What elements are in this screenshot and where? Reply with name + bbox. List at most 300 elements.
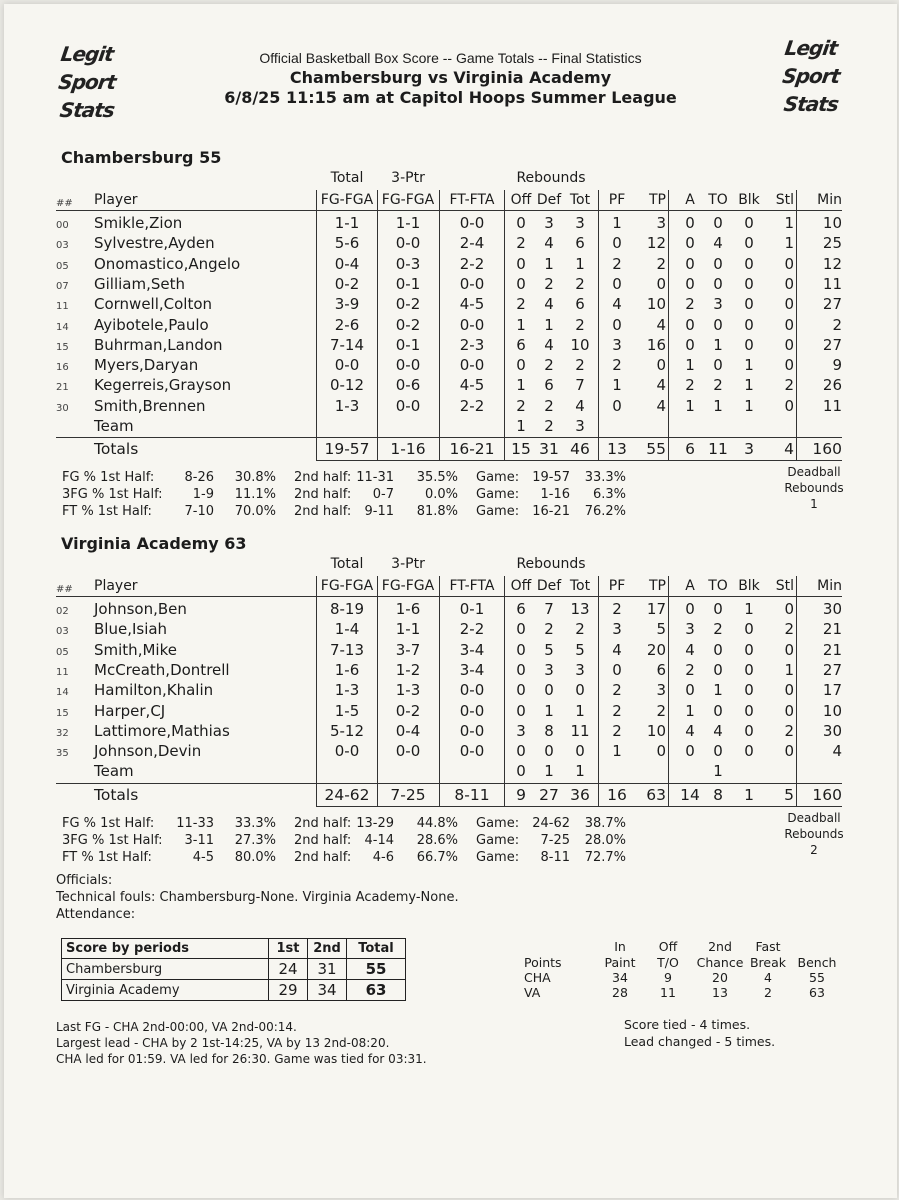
stat-blk: 0 — [744, 274, 754, 293]
stat-fg3: 0-0 — [395, 356, 421, 375]
stat-fg: 0-4 — [334, 254, 360, 273]
shooting-value: 8-11 — [540, 849, 570, 865]
stat-fg3: 0-2 — [395, 295, 421, 314]
shooting-value: 66.7% — [416, 849, 458, 865]
stat-tp: 2 — [656, 254, 666, 273]
shooting-value: 6.3% — [592, 487, 626, 503]
stat-fg3: 0-3 — [395, 254, 421, 273]
logo-word: Sport — [56, 70, 118, 94]
header-total: Total — [330, 170, 364, 186]
stat-blk: 0 — [744, 620, 754, 639]
shooting-value: 7-25 — [540, 832, 570, 848]
stat-tot: 6 — [575, 295, 585, 314]
stat-def: 2 — [544, 396, 554, 415]
column-header-tot: Tot — [569, 578, 591, 594]
stat-def: 1 — [544, 701, 554, 720]
score-header-total: Total — [347, 939, 406, 959]
shooting-value: 33.3% — [584, 470, 626, 486]
total-fg: 24-62 — [324, 785, 370, 804]
stat-to: 1 — [713, 335, 723, 354]
stat-player: Smith,Mike — [94, 640, 177, 659]
shooting-value: 4-5 — [192, 849, 214, 865]
points-cell: 13 — [712, 985, 728, 1000]
column-header-pf: PF — [608, 578, 626, 594]
shooting-value: 7-10 — [184, 504, 214, 520]
points-cell: 9 — [664, 970, 672, 985]
column-header-tp: TP — [649, 192, 666, 208]
stat-to: 0 — [713, 274, 723, 293]
stat-tot: 1 — [575, 701, 585, 720]
stat-tot: 6 — [575, 234, 585, 253]
column-divider — [316, 576, 317, 806]
total-pf: 13 — [607, 440, 627, 459]
stat-pf: 4 — [612, 640, 622, 659]
stat-a: 0 — [685, 600, 695, 618]
stat-off: 0 — [516, 620, 526, 639]
stat-stl: 0 — [784, 681, 794, 700]
stat-pf: 3 — [612, 620, 622, 639]
stat-stl: 0 — [784, 315, 794, 334]
shooting-value: 2nd half: — [294, 815, 352, 831]
stat-pf: 1 — [612, 742, 622, 761]
logo-word: Legit — [59, 42, 115, 66]
totals-bottom-rule — [316, 806, 842, 807]
stat-min: 27 — [822, 335, 842, 354]
logo-word: Sport — [780, 64, 842, 88]
stat-ft: 0-0 — [459, 721, 485, 740]
stat-blk: 0 — [744, 742, 754, 761]
shooting-value: 3-11 — [184, 832, 214, 848]
stat-to: 0 — [713, 742, 723, 761]
stat-tot: 5 — [575, 640, 585, 659]
total-def: 31 — [539, 440, 559, 459]
stat-off: 0 — [516, 640, 526, 659]
stat-ft: 3-4 — [459, 640, 485, 659]
stat-ft: 0-0 — [459, 701, 485, 720]
stat-def: 4 — [544, 234, 554, 253]
column-header-to: TO — [708, 192, 728, 208]
stat-blk: 0 — [744, 681, 754, 700]
stat-stl: 0 — [784, 396, 794, 415]
stat-player: Buhrman,Landon — [94, 335, 223, 354]
points-cell: Paint — [604, 955, 636, 970]
total-min: 160 — [812, 440, 842, 459]
shooting-value: 9-11 — [364, 504, 394, 520]
stat-tot: 2 — [575, 356, 585, 375]
last-fg: Last FG - CHA 2nd-00:00, VA 2nd-00:14. — [56, 1020, 297, 1034]
stat-to: 0 — [713, 640, 723, 659]
score-1st: 24 — [269, 959, 308, 980]
stat-to: 1 — [713, 681, 723, 700]
stat-blk: 0 — [744, 701, 754, 720]
total-stl: 4 — [784, 440, 794, 459]
stat-blk: 0 — [744, 234, 754, 253]
total-player: Totals — [94, 785, 139, 804]
totals-rule — [56, 437, 842, 438]
stat-def: 2 — [544, 274, 554, 293]
stat-a: 1 — [685, 396, 695, 415]
total-player: Totals — [94, 440, 139, 459]
score-row — [62, 980, 406, 1001]
stat-def: 2 — [544, 417, 554, 435]
stat-off: 2 — [516, 295, 526, 314]
stat-blk: 0 — [744, 721, 754, 740]
stat-num: 35 — [56, 748, 69, 760]
stat-tp: 4 — [656, 396, 666, 415]
stat-a: 0 — [685, 234, 695, 253]
column-header-ft: FT-FTA — [449, 192, 495, 208]
stat-fg: 0-2 — [334, 274, 360, 293]
stat-stl: 2 — [784, 721, 794, 740]
officials-block — [56, 872, 459, 923]
points-cell: Points — [524, 955, 562, 970]
stat-pf: 2 — [612, 356, 622, 375]
stat-def: 7 — [544, 600, 554, 618]
stat-def: 5 — [544, 640, 554, 659]
points-cell: Chance — [696, 955, 744, 970]
total-ft: 8-11 — [454, 785, 490, 804]
stat-blk: 1 — [744, 356, 754, 375]
column-header-a: A — [685, 192, 695, 208]
total-blk: 3 — [744, 440, 754, 459]
stat-tot: 7 — [575, 376, 585, 395]
stat-num: 02 — [56, 606, 69, 617]
column-header-fg3: FG-FGA — [381, 192, 435, 208]
stat-pf: 0 — [612, 396, 622, 415]
stat-fg3: 1-1 — [395, 214, 421, 232]
stat-min: 30 — [822, 721, 842, 740]
stat-a: 0 — [685, 274, 695, 293]
stat-stl: 0 — [784, 254, 794, 273]
stat-ft: 2-2 — [459, 620, 485, 639]
score-2nd: 31 — [308, 959, 347, 980]
column-header-min: Min — [817, 192, 842, 208]
stat-stl: 0 — [784, 640, 794, 659]
stat-off: 1 — [516, 376, 526, 395]
stat-fg3: 3-7 — [395, 640, 421, 659]
stat-def: 0 — [544, 681, 554, 700]
stat-stl: 0 — [784, 600, 794, 618]
total-tp: 55 — [646, 440, 666, 459]
stat-min: 11 — [822, 396, 842, 415]
score-table-header — [62, 939, 406, 959]
shooting-value: 1-9 — [192, 487, 214, 503]
points-cell: 11 — [660, 985, 676, 1000]
header-subtitle: Official Basketball Box Score -- Game Totals -- Final Statistics — [259, 50, 642, 66]
stat-min: 12 — [822, 254, 842, 273]
score-by-periods-table — [61, 938, 406, 1001]
total-blk: 1 — [744, 785, 754, 804]
stat-blk: 1 — [744, 376, 754, 395]
stat-a: 0 — [685, 254, 695, 273]
stat-fg3: 0-2 — [395, 315, 421, 334]
stat-fg: 1-4 — [334, 620, 360, 639]
stat-player: Hamilton,Khalin — [94, 681, 214, 700]
stat-player: Team — [94, 417, 134, 435]
header-underline — [56, 596, 842, 597]
stat-min: 2 — [832, 315, 842, 334]
largest-lead: Largest lead - CHA by 2 1st-14:25, VA by 13 2nd-08:20. — [56, 1036, 390, 1050]
stat-num: 07 — [56, 280, 69, 292]
stat-def: 1 — [544, 254, 554, 273]
shooting-value: 16-21 — [532, 504, 570, 520]
logo-word: Stats — [782, 92, 840, 116]
total-def: 27 — [539, 785, 559, 804]
stat-ft: 2-2 — [459, 254, 485, 273]
stat-tot: 2 — [575, 274, 585, 293]
stat-min: 10 — [822, 701, 842, 720]
stat-num: 03 — [56, 626, 69, 638]
stat-fg: 1-6 — [334, 660, 360, 679]
stat-a: 4 — [685, 721, 695, 740]
stat-blk: 0 — [744, 335, 754, 354]
stat-player: McCreath,Dontrell — [94, 660, 230, 679]
shooting-value: 28.0% — [584, 832, 626, 848]
stat-min: 21 — [822, 640, 842, 659]
column-header-pf: PF — [608, 192, 626, 208]
stat-def: 4 — [544, 335, 554, 354]
stat-num: 11 — [56, 666, 69, 678]
column-divider — [439, 576, 440, 806]
stat-player: Lattimore,Mathias — [94, 721, 230, 740]
stat-stl: 2 — [784, 620, 794, 639]
stat-tp: 20 — [646, 640, 666, 659]
total-to: 11 — [708, 440, 728, 459]
stat-fg: 1-3 — [334, 396, 360, 415]
stat-ft: 0-0 — [459, 681, 485, 700]
score-team: Virginia Academy — [62, 980, 269, 1001]
stat-num: 03 — [56, 240, 69, 252]
stat-fg3: 1-1 — [395, 620, 421, 639]
column-header-off: Off — [510, 578, 532, 594]
points-cell: 20 — [712, 970, 728, 985]
stat-num: 11 — [56, 301, 69, 313]
stat-tot: 0 — [575, 681, 585, 700]
stat-tp: 0 — [656, 742, 666, 761]
stat-a: 1 — [685, 701, 695, 720]
stat-off: 2 — [516, 234, 526, 253]
stat-to: 4 — [713, 234, 723, 253]
stat-def: 1 — [544, 315, 554, 334]
shooting-value: 72.7% — [584, 849, 626, 865]
column-divider — [668, 576, 669, 806]
stat-to: 0 — [713, 214, 723, 232]
stat-off: 6 — [516, 600, 526, 618]
shooting-value: 11.1% — [234, 487, 276, 503]
column-header-a: A — [685, 578, 695, 594]
stat-off: 2 — [516, 396, 526, 415]
total-fg: 19-57 — [324, 440, 370, 459]
stat-pf: 0 — [612, 234, 622, 253]
deadball-rebounds: Deadball — [787, 810, 841, 825]
stat-tot: 13 — [570, 600, 590, 618]
stat-ft: 0-0 — [459, 356, 485, 375]
stat-a: 2 — [685, 376, 695, 395]
stat-fg: 1-3 — [334, 681, 360, 700]
stat-player: Harper,CJ — [94, 701, 166, 720]
stat-to: 0 — [713, 254, 723, 273]
stat-stl: 0 — [784, 274, 794, 293]
stat-off: 0 — [516, 356, 526, 375]
stat-tp: 4 — [656, 376, 666, 395]
stat-def: 6 — [544, 376, 554, 395]
stat-to: 0 — [713, 315, 723, 334]
stat-fg3: 0-1 — [395, 335, 421, 354]
stat-ft: 0-1 — [459, 600, 485, 618]
deadball-rebounds: 2 — [810, 842, 818, 857]
header-rebounds: Rebounds — [516, 170, 586, 186]
stat-player: Team — [94, 762, 134, 781]
stat-num: 21 — [56, 382, 69, 394]
stat-pf: 2 — [612, 600, 622, 618]
stat-tot: 1 — [575, 254, 585, 273]
shooting-value: Game: — [476, 487, 520, 503]
stat-a: 0 — [685, 742, 695, 761]
column-header-def: Def — [536, 192, 562, 208]
stat-to: 0 — [713, 701, 723, 720]
stat-fg: 0-0 — [334, 742, 360, 761]
stat-tot: 4 — [575, 396, 585, 415]
points-cell: In — [614, 939, 626, 954]
stat-fg: 0-12 — [329, 376, 365, 395]
shooting-value: 2nd half: — [294, 504, 352, 520]
stat-blk: 0 — [744, 254, 754, 273]
stat-tp: 6 — [656, 660, 666, 679]
stat-tot: 3 — [575, 417, 585, 435]
stat-min: 27 — [822, 295, 842, 314]
stat-def: 2 — [544, 620, 554, 639]
stat-off: 0 — [516, 742, 526, 761]
score-total: 55 — [347, 959, 406, 980]
stat-stl: 0 — [784, 701, 794, 720]
total-tot: 36 — [570, 785, 590, 804]
shooting-value: 80.0% — [234, 849, 276, 865]
total-fg3: 1-16 — [390, 440, 426, 459]
stat-off: 0 — [516, 762, 526, 781]
total-ft: 16-21 — [449, 440, 495, 459]
total-a: 14 — [680, 785, 700, 804]
stat-def: 2 — [544, 356, 554, 375]
stat-fg: 5-6 — [334, 234, 360, 253]
shooting-value: 8-26 — [184, 470, 214, 486]
shooting-value: 13-29 — [356, 815, 394, 831]
stat-fg3: 0-0 — [395, 234, 421, 253]
time-led: CHA led for 01:59. VA led for 26:30. Game was tied for 03:31. — [56, 1052, 427, 1066]
stat-min: 10 — [822, 214, 842, 232]
stat-fg: 1-5 — [334, 701, 360, 720]
total-stl: 5 — [784, 785, 794, 804]
total-min: 160 — [812, 785, 842, 804]
score-total: 63 — [347, 980, 406, 1001]
stat-pf: 0 — [612, 660, 622, 679]
stat-player: Ayibotele,Paulo — [94, 315, 209, 334]
shooting-value: FT % 1st Half: — [62, 504, 152, 520]
stat-tot: 2 — [575, 315, 585, 334]
stat-num: 16 — [56, 362, 69, 374]
points-cell: T/O — [657, 955, 679, 970]
stat-stl: 0 — [784, 356, 794, 375]
shooting-value: 4-14 — [364, 832, 394, 848]
shooting-value: 2nd half: — [294, 849, 352, 865]
column-header-min: Min — [817, 578, 842, 594]
stat-fg3: 0-1 — [395, 274, 421, 293]
shooting-value: Game: — [476, 815, 520, 831]
stat-num: 14 — [56, 687, 69, 699]
stat-tot: 1 — [575, 762, 585, 781]
column-header-player: Player — [94, 192, 138, 208]
header-underline — [56, 210, 842, 211]
stat-player: Sylvestre,Ayden — [94, 234, 215, 253]
column-header-fg: FG-FGA — [320, 578, 374, 594]
total-off: 9 — [516, 785, 526, 804]
column-header-num: ## — [56, 198, 73, 209]
stat-min: 26 — [822, 376, 842, 395]
stat-stl: 2 — [784, 376, 794, 395]
stat-num: 14 — [56, 321, 69, 333]
stat-pf: 0 — [612, 315, 622, 334]
stat-ft: 3-4 — [459, 660, 485, 679]
shooting-value: 19-57 — [532, 470, 570, 486]
stat-min: 17 — [822, 681, 842, 700]
stat-tp: 0 — [656, 274, 666, 293]
stat-blk: 1 — [744, 600, 754, 618]
lead-changes-notes — [624, 1016, 775, 1050]
shooting-value: 4-6 — [372, 849, 394, 865]
game-flow-notes — [56, 1019, 427, 1067]
total-a: 6 — [685, 440, 695, 459]
stat-player: Johnson,Devin — [94, 742, 202, 761]
total-pf: 16 — [607, 785, 627, 804]
column-divider — [796, 576, 797, 806]
points-cell: 28 — [612, 985, 628, 1000]
stat-def: 3 — [544, 214, 554, 232]
shooting-value: 1-16 — [540, 487, 570, 503]
score-row — [62, 959, 406, 980]
stat-min: 4 — [832, 742, 842, 761]
shooting-value: 76.2% — [584, 504, 626, 520]
stat-off: 0 — [516, 660, 526, 679]
column-header-fg3: FG-FGA — [381, 578, 435, 594]
stat-pf: 2 — [612, 701, 622, 720]
column-header-ft: FT-FTA — [449, 578, 495, 594]
deadball-rebounds: 1 — [810, 497, 818, 512]
deadball-rebounds: Deadball — [787, 465, 841, 480]
stat-fg: 5-12 — [329, 721, 365, 740]
points-cell: 34 — [612, 970, 628, 985]
points-cell: Off — [658, 939, 678, 954]
stat-pf: 4 — [612, 295, 622, 314]
stat-tp: 0 — [656, 356, 666, 375]
stat-blk: 1 — [744, 396, 754, 415]
points-cell: 55 — [809, 970, 825, 985]
total-tp: 63 — [646, 785, 666, 804]
logo-word: Legit — [783, 36, 839, 60]
stat-num: 30 — [56, 402, 69, 414]
stat-tot: 2 — [575, 620, 585, 639]
stat-def: 8 — [544, 721, 554, 740]
stat-pf: 3 — [612, 335, 622, 354]
stat-tp: 2 — [656, 701, 666, 720]
column-header-player: Player — [94, 578, 138, 594]
stat-player: Cornwell,Colton — [94, 295, 213, 314]
column-header-stl: Stl — [775, 578, 794, 594]
stat-pf: 1 — [612, 376, 622, 395]
shooting-value: Game: — [476, 849, 520, 865]
column-header-def: Def — [536, 578, 562, 594]
stat-pf: 2 — [612, 254, 622, 273]
stat-to: 0 — [713, 356, 723, 375]
column-header-off: Off — [510, 192, 532, 208]
